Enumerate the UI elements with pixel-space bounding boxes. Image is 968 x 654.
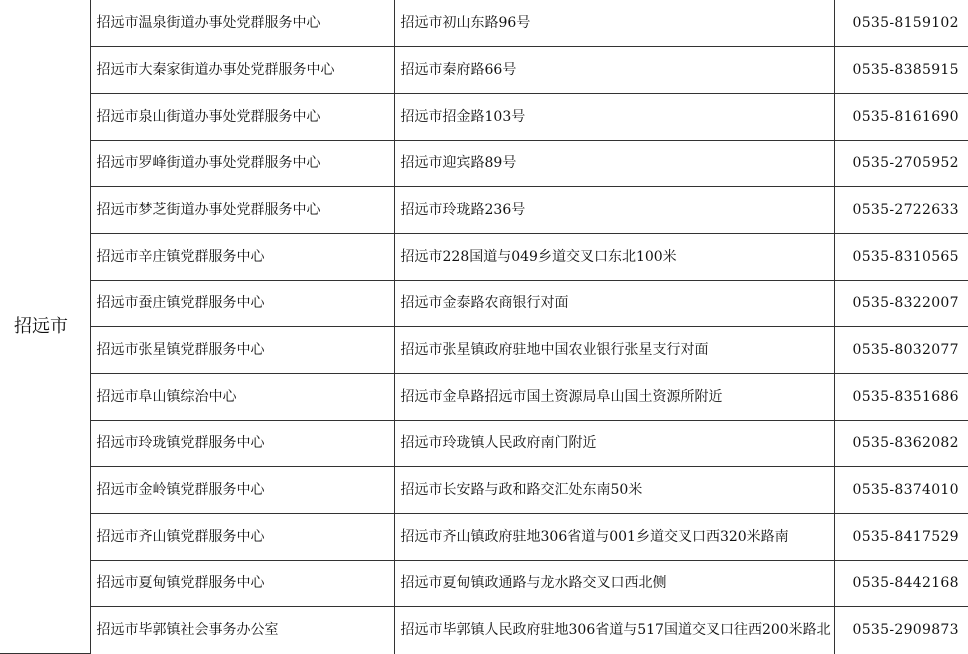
phone-cell: 0535-8362082 bbox=[834, 420, 968, 467]
table-row bbox=[0, 140, 968, 187]
address-cell: 招远市齐山镇政府驻地306省道与001乡道交叉口西320米路南 bbox=[394, 513, 834, 560]
center-name-cell: 招远市温泉街道办事处党群服务中心 bbox=[90, 0, 394, 47]
center-name-cell: 招远市夏甸镇党群服务中心 bbox=[90, 560, 394, 607]
center-name-cell: 招远市张星镇党群服务中心 bbox=[90, 327, 394, 374]
center-name-cell: 招远市金岭镇党群服务中心 bbox=[90, 467, 394, 514]
center-name-cell: 招远市梦芝街道办事处党群服务中心 bbox=[90, 187, 394, 234]
address-cell: 招远市夏甸镇政通路与龙水路交叉口西北侧 bbox=[394, 560, 834, 607]
address-cell: 招远市228国道与049乡道交叉口东北100米 bbox=[394, 233, 834, 280]
phone-cell: 0535-8374010 bbox=[834, 467, 968, 514]
address-cell: 招远市金阜路招远市国土资源局阜山国土资源所附近 bbox=[394, 373, 834, 420]
phone-cell: 0535-8322007 bbox=[834, 280, 968, 327]
table-row bbox=[0, 233, 968, 280]
table-row bbox=[0, 0, 968, 47]
address-cell: 招远市长安路与政和路交汇处东南50米 bbox=[394, 467, 834, 514]
phone-cell: 0535-8310565 bbox=[834, 233, 968, 280]
phone-cell: 0535-8159102 bbox=[834, 0, 968, 47]
phone-cell: 0535-8351686 bbox=[834, 373, 968, 420]
phone-cell: 0535-2705952 bbox=[834, 140, 968, 187]
city-cell: 招远市 bbox=[0, 0, 90, 654]
address-cell: 招远市秦府路66号 bbox=[394, 47, 834, 94]
table-row bbox=[0, 187, 968, 234]
address-cell: 招远市玲珑镇人民政府南门附近 bbox=[394, 420, 834, 467]
address-cell: 招远市迎宾路89号 bbox=[394, 140, 834, 187]
table-row bbox=[0, 47, 968, 94]
center-name-cell: 招远市大秦家街道办事处党群服务中心 bbox=[90, 47, 394, 94]
address-cell: 招远市初山东路96号 bbox=[394, 0, 834, 47]
table-row bbox=[0, 467, 968, 514]
address-cell: 招远市毕郭镇人民政府驻地306省道与517国道交叉口往西200米路北 bbox=[394, 607, 834, 654]
phone-cell: 0535-8385915 bbox=[834, 47, 968, 94]
center-name-cell: 招远市罗峰街道办事处党群服务中心 bbox=[90, 140, 394, 187]
phone-cell: 0535-8032077 bbox=[834, 327, 968, 374]
table-row bbox=[0, 280, 968, 327]
phone-cell: 0535-8442168 bbox=[834, 560, 968, 607]
center-name-cell: 招远市蚕庄镇党群服务中心 bbox=[90, 280, 394, 327]
address-cell: 招远市玲珑路236号 bbox=[394, 187, 834, 234]
center-name-cell: 招远市齐山镇党群服务中心 bbox=[90, 513, 394, 560]
address-cell: 招远市张星镇政府驻地中国农业银行张星支行对面 bbox=[394, 327, 834, 374]
phone-cell: 0535-2722633 bbox=[834, 187, 968, 234]
table-row bbox=[0, 607, 968, 654]
address-cell: 招远市招金路103号 bbox=[394, 93, 834, 140]
table-row bbox=[0, 560, 968, 607]
table-row bbox=[0, 93, 968, 140]
center-name-cell: 招远市阜山镇综治中心 bbox=[90, 373, 394, 420]
center-name-cell: 招远市玲珑镇党群服务中心 bbox=[90, 420, 394, 467]
phone-cell: 0535-8417529 bbox=[834, 513, 968, 560]
table-row bbox=[0, 373, 968, 420]
table-row bbox=[0, 513, 968, 560]
center-name-cell: 招远市泉山街道办事处党群服务中心 bbox=[90, 93, 394, 140]
address-cell: 招远市金泰路农商银行对面 bbox=[394, 280, 834, 327]
table-row bbox=[0, 420, 968, 467]
phone-cell: 0535-2909873 bbox=[834, 607, 968, 654]
table-row bbox=[0, 327, 968, 374]
center-name-cell: 招远市毕郭镇社会事务办公室 bbox=[90, 607, 394, 654]
center-name-cell: 招远市辛庄镇党群服务中心 bbox=[90, 233, 394, 280]
phone-cell: 0535-8161690 bbox=[834, 93, 968, 140]
